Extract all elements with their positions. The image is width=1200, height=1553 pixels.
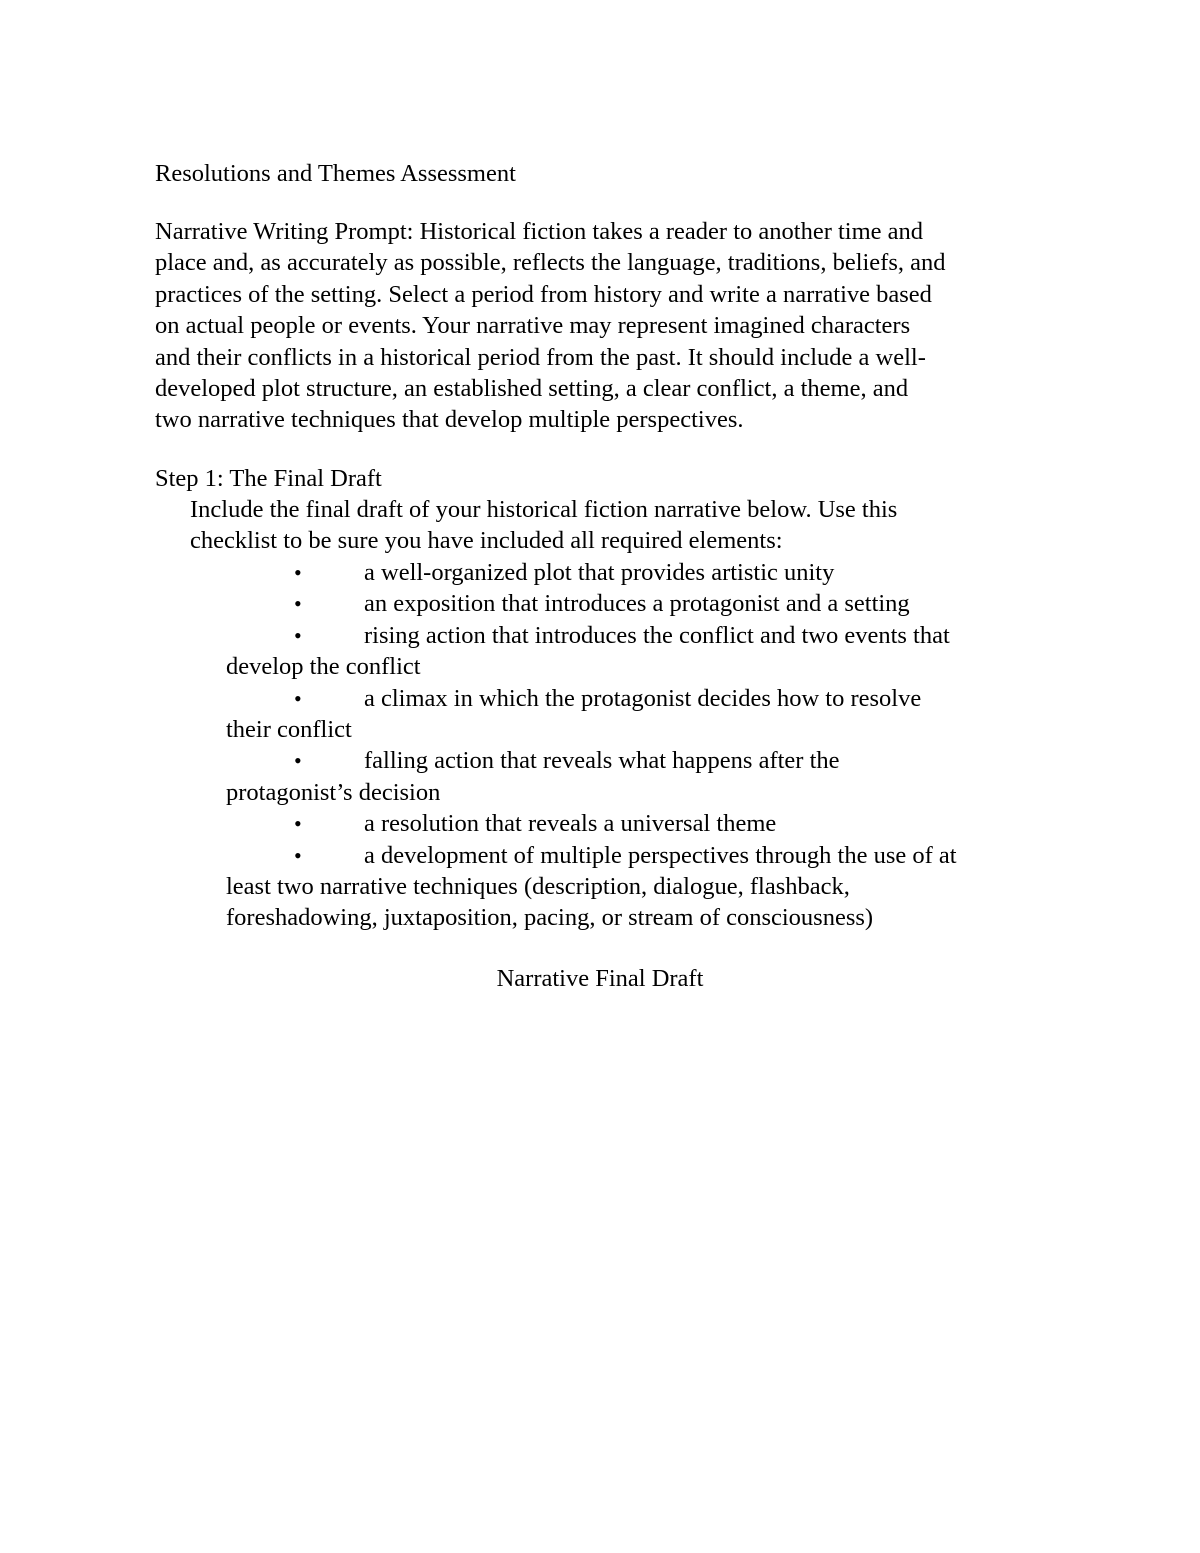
prompt-line: Narrative Writing Prompt: Historical fiction takes a reader to another time and	[155, 218, 924, 245]
bullet-icon: •	[294, 591, 302, 617]
checklist-item	[0, 620, 1200, 683]
document-title: Resolutions and Themes Assessment	[155, 160, 516, 187]
checklist-item-text: a resolution that reveals a universal theme	[364, 810, 777, 838]
checklist-item	[0, 840, 1200, 934]
checklist-item-text: a well-organized plot that provides artistic unity	[364, 559, 835, 586]
checklist-item-text: their conflict	[226, 715, 352, 743]
checklist-intro	[190, 494, 1050, 557]
intro-line: checklist to be sure you have included all required elements:	[190, 527, 783, 555]
checklist-item-text: an exposition that introduces a protagonist and a setting	[364, 590, 910, 618]
bullet-icon: •	[294, 842, 302, 868]
checklist-item-text: a climax in which the protagonist decides how to resolve	[364, 684, 922, 712]
final-draft-heading: Narrative Final Draft	[496, 965, 704, 992]
intro-line: Include the final draft of your historical fiction narrative below. Use this	[190, 496, 898, 523]
prompt-line: place and, as accurately as possible, reflects the language, traditions, beliefs, and	[155, 249, 946, 277]
bullet-icon: •	[294, 622, 302, 648]
checklist-item	[0, 745, 1200, 808]
checklist-item-text: rising action that introduces the conflict and two events that	[364, 621, 950, 649]
prompt-line: practices of the setting. Select a period from history and write a narrative based	[155, 280, 932, 308]
writing-prompt-paragraph	[155, 216, 1055, 436]
checklist-item-text: develop the conflict	[226, 653, 421, 681]
prompt-line: developed plot structure, an established setting, a clear conflict, a theme, and	[155, 374, 909, 402]
requirements-checklist	[0, 557, 1200, 934]
checklist-item-text: least two narrative techniques (description, dialogue, flashback,	[226, 872, 850, 900]
prompt-line: and their conflicts in a historical period from the past. It should include a well-	[155, 343, 926, 371]
checklist-item	[0, 683, 1200, 746]
bullet-icon: •	[294, 811, 302, 837]
step-heading: Step 1: The Final Draft	[155, 465, 382, 492]
bullet-icon: •	[294, 748, 302, 774]
prompt-line: on actual people or events. Your narrative may represent imagined characters	[155, 312, 911, 340]
checklist-item-text: falling action that reveals what happens after the	[364, 747, 840, 775]
checklist-item	[0, 808, 1200, 839]
checklist-item-text: a development of multiple perspectives through the use of at	[364, 841, 957, 869]
bullet-icon: •	[294, 685, 302, 711]
checklist-item-text: foreshadowing, juxtaposition, pacing, or stream of consciousness)	[226, 904, 874, 932]
checklist-item	[0, 557, 1200, 588]
prompt-line: two narrative techniques that develop multiple perspectives.	[155, 406, 744, 434]
checklist-item	[0, 588, 1200, 619]
checklist-item-text: protagonist’s decision	[226, 778, 441, 806]
bullet-icon: •	[294, 560, 302, 585]
